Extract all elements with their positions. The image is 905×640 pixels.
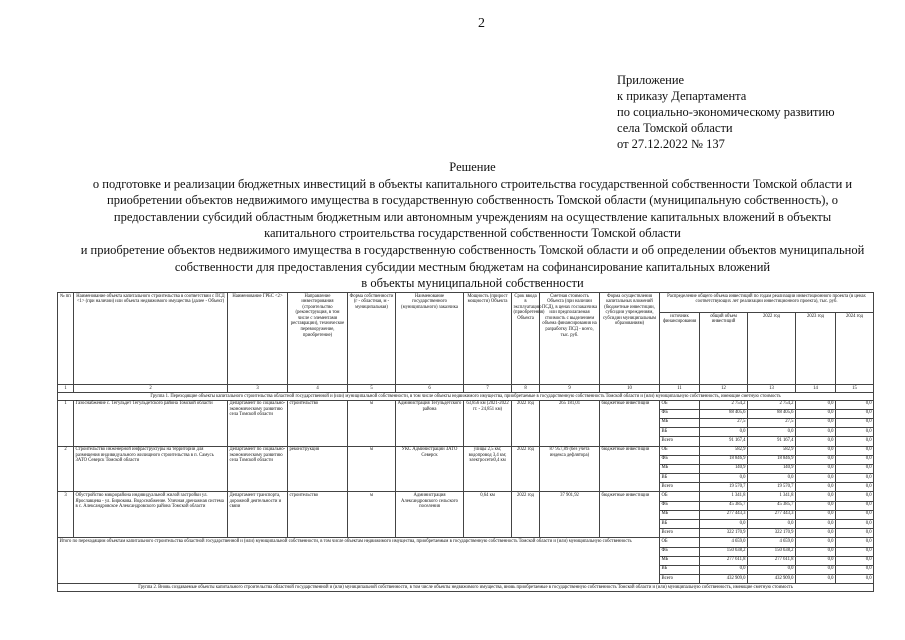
total-cell: 27,5 xyxy=(700,418,748,427)
column-number: 8 xyxy=(512,385,540,393)
column-number: 13 xyxy=(748,385,796,393)
year-2024-cell: 0,0 xyxy=(836,474,874,483)
decision-line: в объекты муниципальной собственности xyxy=(361,276,584,291)
total-cell: 18 846,9 xyxy=(700,455,748,464)
year-2024-cell: 0,0 xyxy=(836,483,874,492)
year-2023-cell: 0,0 xyxy=(796,538,836,547)
year-2024-cell: 0,0 xyxy=(836,547,874,556)
object-number-cell: 2 xyxy=(58,446,74,492)
direction-cell: строительство xyxy=(288,492,348,538)
total-cell: 277 611,8 xyxy=(700,556,748,565)
subheader-cell: 2023 год xyxy=(796,313,836,385)
year-2024-cell: 0,0 xyxy=(836,409,874,418)
total-row xyxy=(58,538,874,547)
term-cell: 2022 год xyxy=(512,492,540,538)
column-number: 4 xyxy=(288,385,348,393)
total-cell: 19 570,7 xyxy=(700,483,748,492)
decision-line: и приобретение объектов недвижимого имущества в государственную собственность Томской области и об определении объектов муниципальной xyxy=(80,242,865,257)
decision-title: Решение xyxy=(449,160,496,174)
year-2024-cell: 0,0 xyxy=(836,565,874,574)
capacity-cell: 0,64 км xyxy=(464,492,512,538)
source-cell: МБ xyxy=(660,556,700,565)
year-2023-cell: 0,0 xyxy=(796,501,836,510)
year-2024-cell: 0,0 xyxy=(836,556,874,565)
year-2022-cell: 91 167,4 xyxy=(748,437,796,446)
total-cell: 1 341,8 xyxy=(700,492,748,501)
year-2024-cell: 0,0 xyxy=(836,455,874,464)
total-cell: 88 405,6 xyxy=(700,409,748,418)
appendix-line: села Томской области xyxy=(617,121,733,135)
grbs-cell: Департамент по социально-экономическому развитию села Томской области xyxy=(228,446,288,492)
year-2024-cell: 0,0 xyxy=(836,418,874,427)
source-cell: ФБ xyxy=(660,501,700,510)
source-cell: ВБ xyxy=(660,565,700,574)
object-number-cell: 1 xyxy=(58,400,74,446)
source-cell: ОБ xyxy=(660,538,700,547)
customer-cell: Администрация Александровского сельского поселения xyxy=(396,492,464,538)
year-2022-cell: 0,0 xyxy=(748,520,796,529)
header-cell: Распределение общего объема инвестиций по годам реализации инвестиционного проекта (в ценах соответствующих лет реализации инвестиционного проекта), тыс. руб. xyxy=(660,293,874,313)
year-2023-cell: 0,0 xyxy=(796,492,836,501)
year-2023-cell: 0,0 xyxy=(796,446,836,455)
column-number: 5 xyxy=(348,385,396,393)
total-cell: 91 167,4 xyxy=(700,437,748,446)
year-2022-cell: 432 909,0 xyxy=(748,575,796,584)
year-2024-cell: 0,0 xyxy=(836,400,874,409)
year-2023-cell: 0,0 xyxy=(796,520,836,529)
year-2022-cell: 277 443,3 xyxy=(748,510,796,519)
year-2022-cell: 150 638,2 xyxy=(748,547,796,556)
appendix-line: Приложение xyxy=(617,73,685,87)
year-2022-cell: 18 846,9 xyxy=(748,455,796,464)
year-2024-cell: 0,0 xyxy=(836,510,874,519)
cost-cell: 87 957,89 (без учета индекса дефлятора) xyxy=(540,446,600,492)
column-number: 7 xyxy=(464,385,512,393)
group-title: Группа 1. Переходящие объекты капитального строительства областной государственной и (или) муниципальной собственности, в том числе объекты недвижимого имущества, приобретаемые в государственную собственность Томской области и (или) муниципальную собственность, имеющие сметную стоимость xyxy=(58,393,874,401)
column-number: 2 xyxy=(74,385,228,393)
total-cell: 0,0 xyxy=(700,520,748,529)
source-cell: МБ xyxy=(660,464,700,473)
object-number-cell: 3 xyxy=(58,492,74,538)
object-name-cell: Обустройство микрорайона индивидуальной жилой застройки ул. Ярославцева - ул. Бирюкова. Водоснабжение. Уличная дренажная система в с. Александровское Александровского района Томской области xyxy=(74,492,228,538)
year-2022-cell: 0,0 xyxy=(748,428,796,437)
header-cell: Наименование объекта капитального строительства в соответствии с ПСД <1> (при наличии) или объекта недвижимого имущества (далее - Объект) xyxy=(74,293,228,385)
total-cell: 0,0 xyxy=(700,428,748,437)
year-2023-cell: 0,0 xyxy=(796,575,836,584)
term-cell: 2022 год xyxy=(512,400,540,446)
year-2022-cell: 27,5 xyxy=(748,418,796,427)
source-cell: ОБ xyxy=(660,446,700,455)
source-cell: ФБ xyxy=(660,409,700,418)
cost-cell: 265 181,01 xyxy=(540,400,600,446)
year-2023-cell: 0,0 xyxy=(796,437,836,446)
year-2022-cell: 0,0 xyxy=(748,565,796,574)
direction-cell: реконструкция xyxy=(288,446,348,492)
year-2024-cell: 0,0 xyxy=(836,538,874,547)
total-cell: 150 638,2 xyxy=(700,547,748,556)
source-cell: ОБ xyxy=(660,400,700,409)
year-2022-cell: 4 659,0 xyxy=(748,538,796,547)
header-cell: Сметная стоимость Объекта (при наличии ПСД), в ценах госзаказчика или предполагаемая стоимость с выделением объема финансирования на разработку ПСД - всего, тыс. руб. xyxy=(540,293,600,385)
form-cell: бюджетные инвестиции xyxy=(600,492,660,538)
table-row xyxy=(58,584,874,592)
capacity-cell: 63,856 км (2021-2022 гг. - 24,851 км) xyxy=(464,400,512,446)
column-number: 3 xyxy=(228,385,288,393)
source-cell: ФБ xyxy=(660,547,700,556)
year-2022-cell: 322 170,9 xyxy=(748,529,796,538)
page-number: 2 xyxy=(478,16,485,31)
decision-line: о подготовке и реализации бюджетных инвестиций в объекты капитального строительства государственной собственности Томской области и xyxy=(92,176,853,191)
subheader-cell: источник финансирования xyxy=(660,313,700,385)
source-cell: Всего xyxy=(660,575,700,584)
total-cell: 582,9 xyxy=(700,446,748,455)
year-2023-cell: 0,0 xyxy=(796,464,836,473)
column-number: 11 xyxy=(660,385,700,393)
source-cell: ФБ xyxy=(660,455,700,464)
total-cell: 0,0 xyxy=(700,474,748,483)
year-2023-cell: 0,0 xyxy=(796,474,836,483)
year-2022-cell: 277 611,8 xyxy=(748,556,796,565)
capacity-cell: улицы 2,5 км; водопровод 3,4 км; электросети0,4 км xyxy=(464,446,512,492)
appendix-line: к приказу Департамента xyxy=(617,89,747,103)
subheader-cell: 2024 год xyxy=(836,313,874,385)
grbs-cell: Департамент по социально-экономическому развитию села Томской области xyxy=(228,400,288,446)
total-cell: 322 170,9 xyxy=(700,529,748,538)
form-cell: бюджетные инвестиции xyxy=(600,446,660,492)
cost-cell: 37 901,92 xyxy=(540,492,600,538)
object-name-cell: Строительство инженерной инфраструктуры на территории для размещения индивидуального жилищного строительства в п. Самусь ЗАТО Северск Томской области xyxy=(74,446,228,492)
source-cell: ВБ xyxy=(660,474,700,483)
direction-cell: строительство xyxy=(288,400,348,446)
table-row xyxy=(58,446,874,455)
year-2022-cell: 19 570,7 xyxy=(748,483,796,492)
year-2023-cell: 0,0 xyxy=(796,547,836,556)
year-2024-cell: 0,0 xyxy=(836,575,874,584)
header-cell: Направление инвестирования (строительство (реконструкция, в том числе с элементами реставрации), техническое перевооружение, приобретение) xyxy=(288,293,348,385)
source-cell: МБ xyxy=(660,510,700,519)
header-cell: Срок ввода в эксплуатацию (приобретения) Объекта xyxy=(512,293,540,385)
decision-line: собственности для предоставления субсидии местным бюджетам на софинансирование капитальных вложений xyxy=(174,259,771,274)
appendix-block xyxy=(617,72,835,152)
total-cell: 277 443,3 xyxy=(700,510,748,519)
year-2023-cell: 0,0 xyxy=(796,455,836,464)
column-number: 14 xyxy=(796,385,836,393)
year-2022-cell: 582,9 xyxy=(748,446,796,455)
column-number: 1 xyxy=(58,385,74,393)
ownership-cell: м xyxy=(348,400,396,446)
object-name-cell: Газоснабжение с. Тегульдет Тегульдетского района Томской области xyxy=(74,400,228,446)
ownership-cell: м xyxy=(348,492,396,538)
total-cell: 2 754,2 xyxy=(700,400,748,409)
column-number: 10 xyxy=(600,385,660,393)
table-row xyxy=(58,400,874,409)
year-2024-cell: 0,0 xyxy=(836,428,874,437)
year-2023-cell: 0,0 xyxy=(796,400,836,409)
header-cell: Наименование ГРБС <2> xyxy=(228,293,288,385)
term-cell: 2022 год xyxy=(512,446,540,492)
form-cell: бюджетные инвестиции xyxy=(600,400,660,446)
column-number: 9 xyxy=(540,385,600,393)
header-cell: Форма осуществления капитальных вложений (бюджетные инвестиции, субсидии учреждениям, субсидии муниципальным образованиям) xyxy=(600,293,660,385)
year-2023-cell: 0,0 xyxy=(796,428,836,437)
year-2022-cell: 45 385,7 xyxy=(748,501,796,510)
year-2024-cell: 0,0 xyxy=(836,464,874,473)
year-2023-cell: 0,0 xyxy=(796,556,836,565)
year-2022-cell: 1 341,8 xyxy=(748,492,796,501)
header-cell: № пп xyxy=(58,293,74,385)
source-cell: МБ xyxy=(660,418,700,427)
investment-table xyxy=(57,292,874,592)
source-cell: ВБ xyxy=(660,428,700,437)
header-cell: Форма собственности (г - областная, м - муниципальная) xyxy=(348,293,396,385)
total-label-cell: Итого по переходящим объектам капитального строительства областной государственной и (или) муниципальной собственности, в том числе объектам недвижимого имущества, приобретаемым в государственную собственность Томской области и (или) муниципальную собственность xyxy=(58,538,660,584)
total-cell: 0,0 xyxy=(700,565,748,574)
year-2024-cell: 0,0 xyxy=(836,520,874,529)
customer-cell: Администрация Тегульдетского района xyxy=(396,400,464,446)
year-2023-cell: 0,0 xyxy=(796,418,836,427)
year-2023-cell: 0,0 xyxy=(796,529,836,538)
subheader-cell: общий объем инвестиций xyxy=(700,313,748,385)
column-number: 12 xyxy=(700,385,748,393)
total-cell: 432 909,0 xyxy=(700,575,748,584)
decision-line: приобретении объектов недвижимого имущества в государственную собственность Томской области (муниципальную собственность), о xyxy=(107,193,838,208)
source-cell: Всего xyxy=(660,529,700,538)
year-2024-cell: 0,0 xyxy=(836,501,874,510)
year-2022-cell: 88 405,6 xyxy=(748,409,796,418)
subheader-cell: 2022 год xyxy=(748,313,796,385)
year-2022-cell: 2 754,2 xyxy=(748,400,796,409)
total-cell: 140,9 xyxy=(700,464,748,473)
decision-heading xyxy=(40,159,905,292)
decision-line: предоставлении субсидий областным бюджетным или автономным учреждениям на осуществление капитальных вложений в объекты xyxy=(113,209,832,224)
source-cell: Всего xyxy=(660,437,700,446)
header-cell: Наименование государственного (муниципального) заказчика xyxy=(396,293,464,385)
year-2023-cell: 0,0 xyxy=(796,565,836,574)
year-2023-cell: 0,0 xyxy=(796,510,836,519)
appendix-line: по социально-экономическому развитию xyxy=(617,105,835,119)
year-2024-cell: 0,0 xyxy=(836,446,874,455)
appendix-line: от 27.12.2022 № 137 xyxy=(617,137,725,151)
year-2024-cell: 0,0 xyxy=(836,437,874,446)
column-number: 6 xyxy=(396,385,464,393)
total-cell: 45 385,7 xyxy=(700,501,748,510)
table-row xyxy=(58,492,874,501)
source-cell: ОБ xyxy=(660,492,700,501)
source-cell: ВБ xyxy=(660,520,700,529)
year-2023-cell: 0,0 xyxy=(796,483,836,492)
decision-line: капитального строительства государственной собственности Томской области xyxy=(264,226,681,241)
header-cell: Мощность (прирост мощности) Объекта xyxy=(464,293,512,385)
column-number: 15 xyxy=(836,385,874,393)
ownership-cell: м xyxy=(348,446,396,492)
year-2024-cell: 0,0 xyxy=(836,492,874,501)
customer-cell: УКС Администрации ЗАТО Северск xyxy=(396,446,464,492)
total-cell: 4 659,0 xyxy=(700,538,748,547)
grbs-cell: Департамент транспорта, дорожной деятельности и связи xyxy=(228,492,288,538)
year-2024-cell: 0,0 xyxy=(836,529,874,538)
year-2022-cell: 0,0 xyxy=(748,474,796,483)
year-2022-cell: 140,9 xyxy=(748,464,796,473)
year-2023-cell: 0,0 xyxy=(796,409,836,418)
source-cell: Всего xyxy=(660,483,700,492)
group-title: Группа 2. Вновь создаваемые объекты капитального строительства областной государственной и (или) муниципальной собственности, в том числе объекты недвижимого имущества, вновь приобретаемые в государственную собственность Томской области и (или) муниципальную собственность, имеющие сметную стоимость xyxy=(58,584,874,592)
